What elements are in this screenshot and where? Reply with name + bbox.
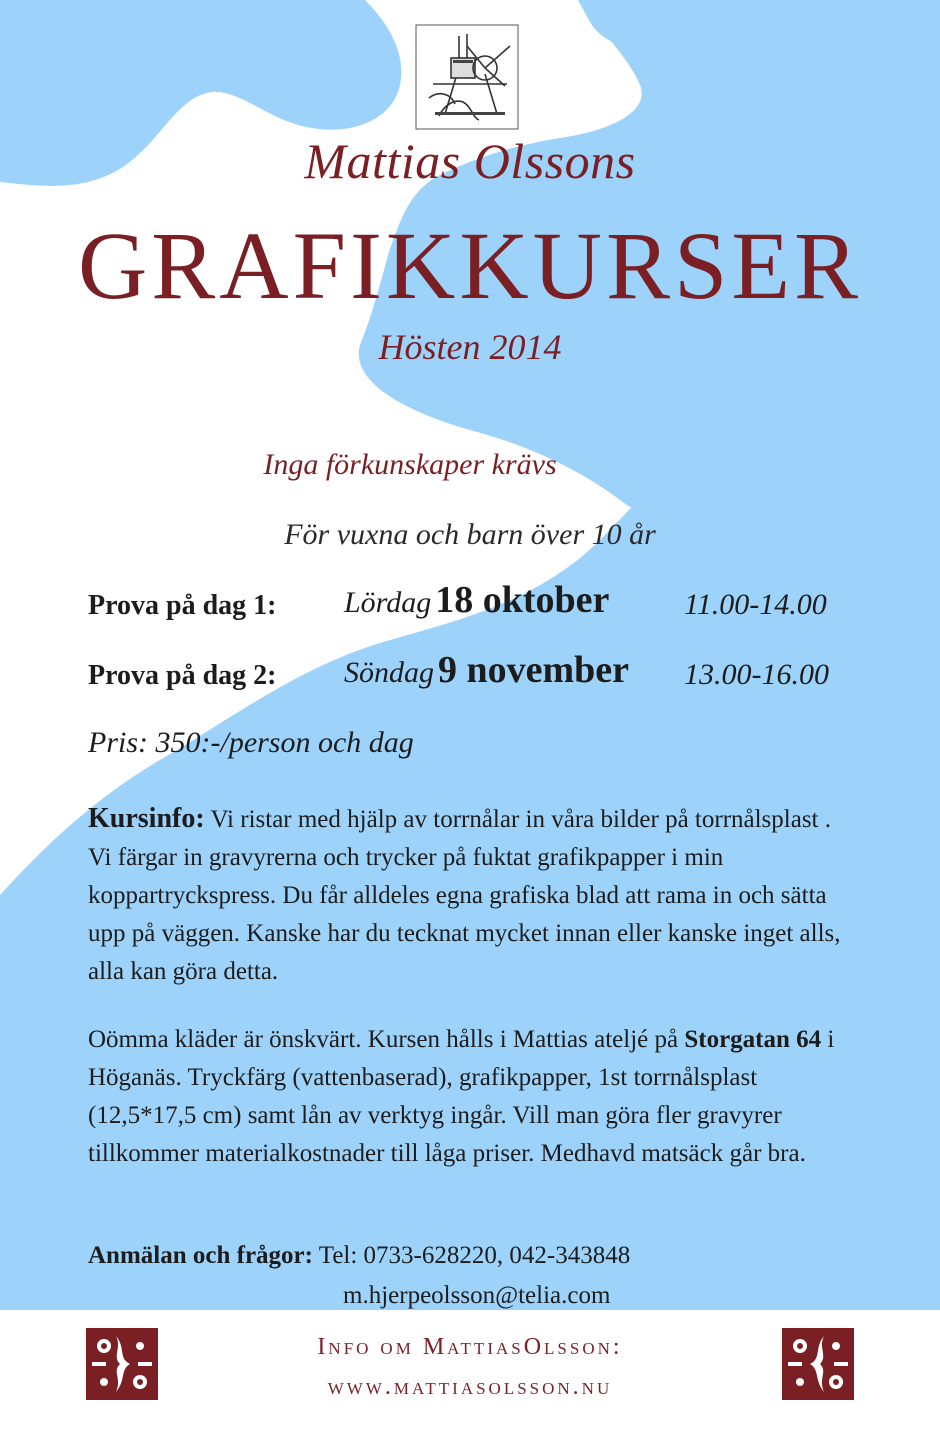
day-row-2 [88,650,868,700]
contact-line [88,1242,630,1270]
day-date [344,578,609,622]
course-info-lead: Kursinfo: [88,803,205,834]
address: Storgatan 64 [684,1026,822,1053]
day-row-1 [88,580,868,630]
price-text: Pris: 350:-/person och dag [88,726,414,759]
prerequisite-text: Inga förkunskaper krävs [263,448,557,481]
contact-phones: Tel: 0733-628220, 042-343848 [318,1242,631,1269]
printing-press-icon [415,24,519,130]
day-date-value: 18 oktober [435,579,610,621]
day-label: Prova på dag 2: [88,660,277,691]
contact-email[interactable]: m.hjerpeolsson@telia.com [343,1282,611,1309]
day-time: 13.00-16.00 [684,658,829,691]
footer-info-line: Info om MattiasOlsson: [317,1334,623,1360]
day-date-value: 9 november [438,649,630,691]
day-weekday: Söndag [344,656,434,689]
course-info-body: Vi ristar med hjälp av torrnålar in våra bilder på torrnålsplast . Vi färgar in gravyrerna och trycker på fuktat grafikpapper i min koppartryckspress. Du får alldeles egna grafiska blad att rama in och sätta upp på väggen. Kanske har du tecknat mycket innan eller kanske inget alls, alla kan göra detta. [88,806,841,985]
practical-before: Oömma kläder är önskvärt. Kursen hålls i Mattias ateljé på [88,1026,679,1053]
day-label: Prova på dag 1: [88,590,277,621]
season-label: Hösten 2014 [378,327,562,367]
author-name: Mattias Olssons [304,133,636,189]
contact-label: Anmälan och frågor: [88,1242,313,1269]
course-info [88,800,858,991]
day-time: 11.00-14.00 [684,588,827,621]
page-title: GRAFIKKURSER [77,212,863,319]
practical-after: i Höganäs. Tryckfärg (vattenbaserad), grafikpapper, 1st torrnålsplast (12,5*17,5 cm) samt lån av verktyg ingår. Vill man göra fler gravyrer tillkommer materialkostnader till låga priser. Medhavd matsäck går bra. [88,1026,835,1167]
practical-info [88,1021,858,1173]
audience-text: För vuxna och barn över 10 år [284,518,656,551]
day-weekday: Lördag [344,586,432,619]
day-date [344,648,629,692]
footer-website-link[interactable]: www.mattiasolsson.nu [327,1374,613,1400]
